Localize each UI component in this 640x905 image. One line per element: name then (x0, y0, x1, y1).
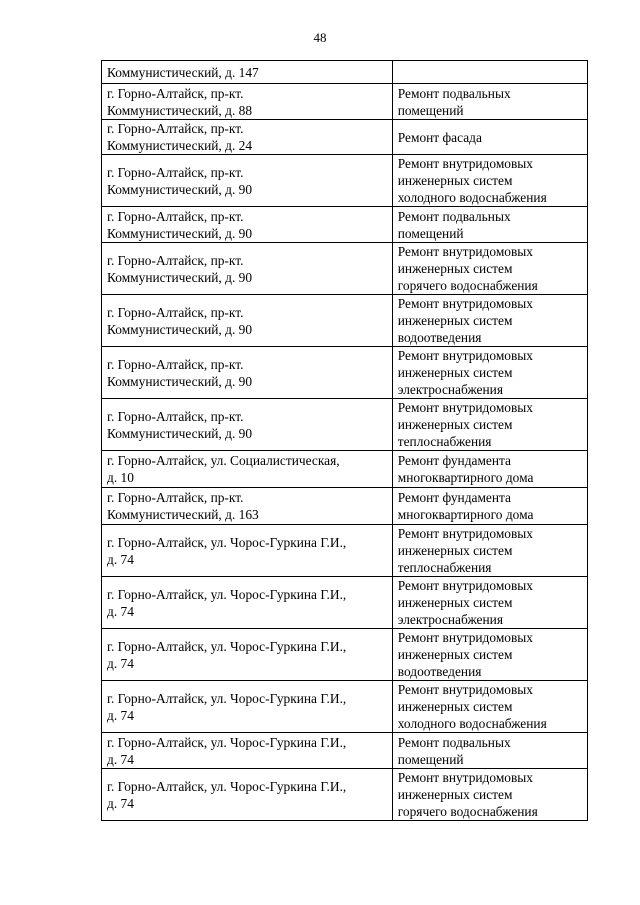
table-row (102, 399, 588, 451)
address-cell: г. Горно-Алтайск, пр-кт. Коммунистический, д. 90 (102, 155, 393, 207)
table-row (102, 84, 588, 120)
repair-table (101, 60, 588, 821)
address-cell: г. Горно-Алтайск, ул. Чорос-Гуркина Г.И., д. 74 (102, 681, 393, 733)
table-row (102, 733, 588, 769)
table-row (102, 525, 588, 577)
work-cell: Ремонт внутридомовых инженерных систем водоотведения (392, 295, 587, 347)
work-cell: Ремонт внутридомовых инженерных систем горячего водоснабжения (392, 243, 587, 295)
table-row (102, 207, 588, 243)
address-cell: г. Горно-Алтайск, пр-кт. Коммунистический, д. 90 (102, 207, 393, 243)
work-cell: Ремонт фундамента многоквартирного дома (392, 488, 587, 525)
address-cell: г. Горно-Алтайск, пр-кт. Коммунистический, д. 163 (102, 488, 393, 525)
work-cell: Ремонт фасада (392, 120, 587, 155)
table-row (102, 769, 588, 821)
page-number: 48 (313, 30, 327, 45)
address-cell: г. Горно-Алтайск, ул. Чорос-Гуркина Г.И., д. 74 (102, 769, 393, 821)
work-cell: Ремонт внутридомовых инженерных систем теплоснабжения (392, 525, 587, 577)
work-cell (392, 61, 587, 84)
table-row (102, 347, 588, 399)
table-row (102, 295, 588, 347)
address-cell: г. Горно-Алтайск, пр-кт. Коммунистический, д. 90 (102, 399, 393, 451)
work-cell: Ремонт внутридомовых инженерных систем электроснабжения (392, 577, 587, 629)
address-cell: г. Горно-Алтайск, ул. Социалистическая, д. 10 (102, 451, 393, 488)
address-cell: г. Горно-Алтайск, пр-кт. Коммунистический, д. 90 (102, 347, 393, 399)
work-cell: Ремонт подвальных помещений (392, 84, 587, 120)
table-row (102, 243, 588, 295)
work-cell: Ремонт подвальных помещений (392, 733, 587, 769)
table-row (102, 61, 588, 84)
address-cell: г. Горно-Алтайск, пр-кт. Коммунистический, д. 88 (102, 84, 393, 120)
address-cell: г. Горно-Алтайск, пр-кт. Коммунистический, д. 90 (102, 295, 393, 347)
repair-table-body (102, 61, 588, 821)
work-cell: Ремонт подвальных помещений (392, 207, 587, 243)
table-row (102, 155, 588, 207)
work-cell: Ремонт внутридомовых инженерных систем электроснабжения (392, 347, 587, 399)
address-cell: г. Горно-Алтайск, ул. Чорос-Гуркина Г.И., д. 74 (102, 733, 393, 769)
table-row (102, 577, 588, 629)
table-row (102, 120, 588, 155)
table-row (102, 451, 588, 488)
work-cell: Ремонт внутридомовых инженерных систем холодного водоснабжения (392, 681, 587, 733)
table-row (102, 681, 588, 733)
work-cell: Ремонт внутридомовых инженерных систем горячего водоснабжения (392, 769, 587, 821)
address-cell: г. Горно-Алтайск, ул. Чорос-Гуркина Г.И., д. 74 (102, 629, 393, 681)
work-cell: Ремонт внутридомовых инженерных систем холодного водоснабжения (392, 155, 587, 207)
table-row (102, 629, 588, 681)
address-cell: г. Горно-Алтайск, ул. Чорос-Гуркина Г.И., д. 74 (102, 577, 393, 629)
work-cell: Ремонт внутридомовых инженерных систем водоотведения (392, 629, 587, 681)
work-cell: Ремонт фундамента многоквартирного дома (392, 451, 587, 488)
address-cell: г. Горно-Алтайск, ул. Чорос-Гуркина Г.И., д. 74 (102, 525, 393, 577)
address-cell: Коммунистический, д. 147 (102, 61, 393, 84)
table-row (102, 488, 588, 525)
work-cell: Ремонт внутридомовых инженерных систем теплоснабжения (392, 399, 587, 451)
address-cell: г. Горно-Алтайск, пр-кт. Коммунистический, д. 24 (102, 120, 393, 155)
address-cell: г. Горно-Алтайск, пр-кт. Коммунистический, д. 90 (102, 243, 393, 295)
